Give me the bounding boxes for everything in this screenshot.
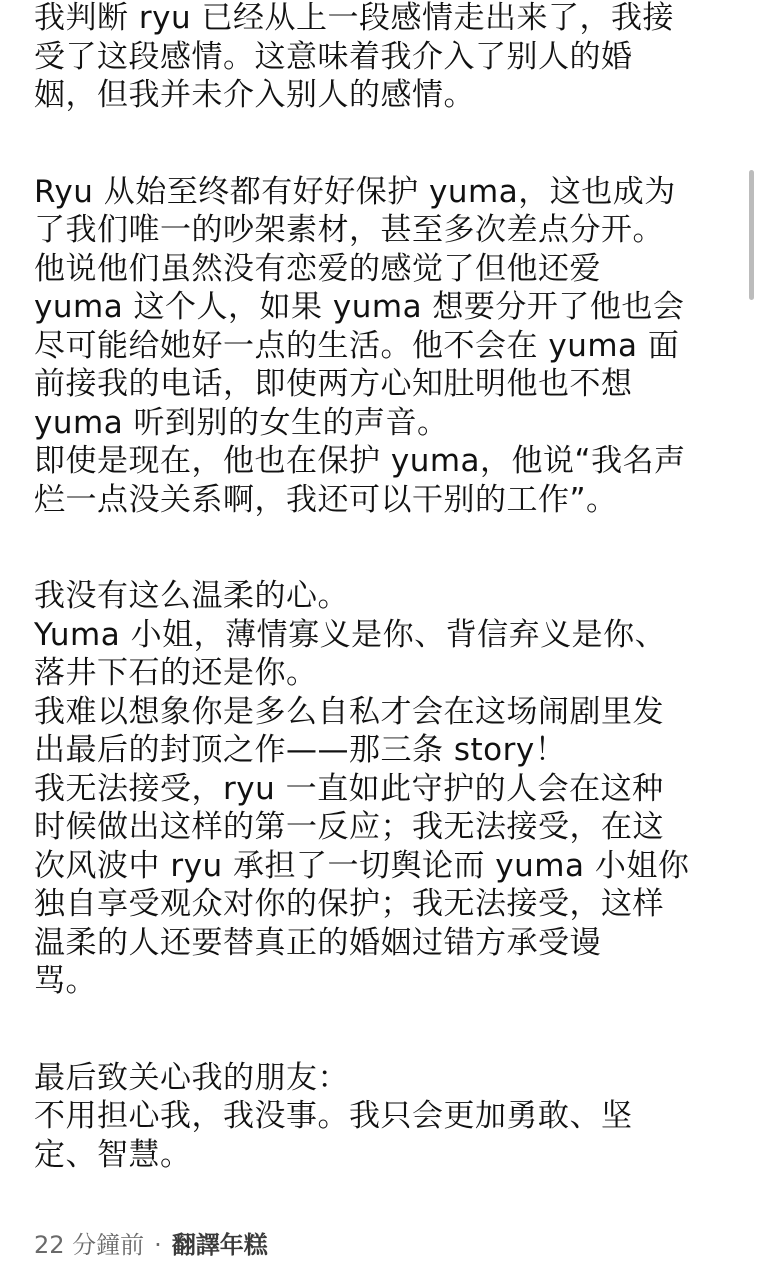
text-line: 尽可能给她好一点的生活。他不会在 yuma 面 bbox=[34, 327, 680, 364]
text-line: Ryu 从始至终都有好好保护 yuma，这也成为 bbox=[34, 173, 676, 210]
text-line: 他说他们虽然没有恋爱的感觉了但他还爱 bbox=[34, 250, 601, 287]
paragraph-4 bbox=[34, 1059, 734, 1175]
text-line: 了我们唯一的吵架素材，甚至多次差点分开。 bbox=[34, 212, 664, 248]
paragraph-3 bbox=[34, 577, 734, 1001]
text-line: 不用担心我，我没事。我只会更加勇敢、坚 bbox=[34, 1098, 633, 1134]
text-line: 最后致关心我的朋友： bbox=[34, 1059, 349, 1096]
text-line: Yuma 小姐，薄情寡义是你、背信弃义是你、 bbox=[34, 616, 667, 653]
text-line: 受了这段感情。这意味着我介入了别人的婚 bbox=[34, 38, 633, 75]
post-meta bbox=[34, 1230, 268, 1260]
text-line: 我判断 ryu 已经从上一段感情走出来了，我接 bbox=[34, 0, 674, 36]
text-line: 定、智慧。 bbox=[34, 1136, 192, 1173]
text-line: 独自享受观众对你的保护；我无法接受，这样 bbox=[34, 886, 664, 922]
post-body bbox=[34, 0, 734, 1174]
text-line: 时候做出这样的第一反应；我无法接受，在这 bbox=[34, 809, 664, 845]
text-line: 我无法接受，ryu 一直如此守护的人会在这种 bbox=[34, 770, 664, 807]
translate-link[interactable]: 翻譯年糕 bbox=[171, 1231, 268, 1259]
text-line: yuma 这个人，如果 yuma 想要分开了他也会 bbox=[34, 289, 685, 325]
text-line: 温柔的人还要替真正的婚姻过错方承受谩 bbox=[34, 924, 601, 961]
text-line: 姻，但我并未介入别人的感情。 bbox=[34, 77, 475, 113]
text-line: yuma 听到别的女生的声音。 bbox=[34, 404, 449, 441]
text-line: 骂。 bbox=[34, 963, 97, 999]
text-line: 我没有这么温柔的心。 bbox=[34, 578, 349, 614]
scrollbar-thumb[interactable] bbox=[749, 170, 754, 300]
paragraph-1 bbox=[34, 0, 734, 115]
meta-separator: · bbox=[154, 1231, 162, 1259]
text-line: 前接我的电话，即使两方心知肚明他也不想 bbox=[34, 366, 633, 402]
paragraph-2 bbox=[34, 173, 734, 520]
text-line: 烂一点没关系啊，我还可以干别的工作”。 bbox=[34, 481, 618, 518]
text-line: 落井下石的还是你。 bbox=[34, 655, 318, 691]
text-line: 即使是现在，他也在保护 yuma，他说“我名声 bbox=[34, 443, 686, 479]
post-timestamp[interactable]: 22 分鐘前 bbox=[34, 1231, 145, 1259]
text-line: 我难以想象你是多么自私才会在这场闹剧里发 bbox=[34, 693, 664, 730]
text-line: 出最后的封顶之作——那三条 story！ bbox=[34, 732, 567, 768]
text-line: 次风波中 ryu 承担了一切舆论而 yuma 小姐你 bbox=[34, 847, 690, 884]
